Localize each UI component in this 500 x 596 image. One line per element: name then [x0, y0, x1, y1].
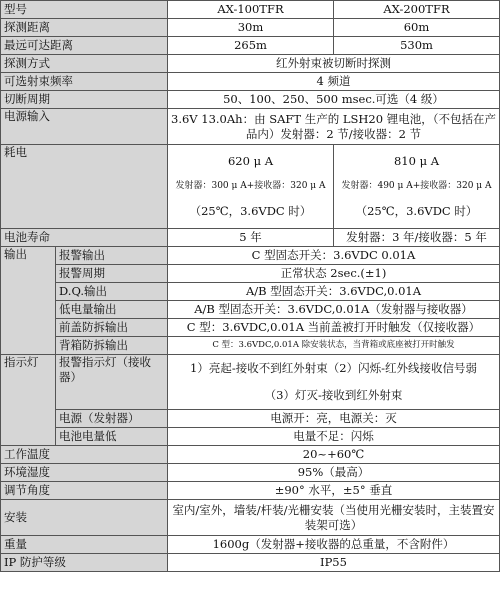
table-row	[1, 536, 500, 554]
row-label: 探测方式	[1, 55, 168, 73]
table-row	[1, 1, 500, 19]
sub-label: D.Q.输出	[56, 283, 168, 301]
row-label: 切断周期	[1, 91, 168, 109]
table-row	[1, 319, 500, 337]
sub-label: 报警周期	[56, 265, 168, 283]
consumption-b-detail: 发射器：490 μ A+接收器：320 μ A	[341, 181, 492, 191]
indicator-line: （3）灯灭-接收到红外射束	[264, 388, 403, 402]
table-row	[1, 500, 500, 536]
row-label: 最远可达距离	[1, 37, 168, 55]
row-label: 工作温度	[1, 446, 168, 464]
cell-value: 1600g（发射器+接收器的总重量，不含附件）	[168, 536, 500, 554]
cell-value: 60m	[334, 19, 500, 37]
cell-value: 电量不足：闪烁	[168, 428, 500, 446]
cell-value: 发射器：3 年/接收器：5 年	[334, 229, 500, 247]
cell-value: 4 频道	[168, 73, 500, 91]
table-row	[1, 428, 500, 446]
cell-value: 265m	[168, 37, 334, 55]
cell-value: 95%（最高）	[168, 464, 500, 482]
cell-value: 室内/室外，墙装/杆装/光栅安装（当使用光栅安装时，主装置安装架可选）	[168, 500, 500, 536]
row-label: 重量	[1, 536, 168, 554]
table-row	[1, 109, 500, 145]
row-label: 电源输入	[1, 109, 168, 145]
model-label: 型号	[1, 1, 168, 19]
table-row	[1, 91, 500, 109]
indicator-line: 1）亮起-接收不到红外射束（2）闪烁-红外线接收信号弱	[190, 361, 477, 375]
consumption-a-main: 620 μ A	[227, 154, 274, 168]
consumption-a-cond: （25℃，3.6VDC 时）	[189, 204, 312, 218]
cell-value: ±90° 水平，±5° 垂直	[168, 482, 500, 500]
row-label: 环境湿度	[1, 464, 168, 482]
table-row	[1, 283, 500, 301]
cell-value: 电源开：亮，电源关：灭	[168, 410, 500, 428]
row-label: 耗电	[1, 145, 168, 229]
cell-value: A/B 型固态开关：3.6VDC,0.01A	[168, 283, 500, 301]
table-row	[1, 446, 500, 464]
cell-value: 正常状态 2sec.(±1)	[168, 265, 500, 283]
sub-label: 电源（发射器）	[56, 410, 168, 428]
table-row	[1, 145, 500, 229]
table-row	[1, 301, 500, 319]
cell-value: C 型：3.6VDC,0.01A 除安装状态，当背箱或底座被打开时触发	[168, 337, 500, 355]
sub-label: 低电量输出	[56, 301, 168, 319]
model-b: AX-200TFR	[334, 1, 500, 19]
sub-label: 报警指示灯（接收器）	[56, 355, 168, 410]
cell-value: 50、100、250、500 msec.可选（4 级）	[168, 91, 500, 109]
table-row	[1, 247, 500, 265]
row-label: 调节角度	[1, 482, 168, 500]
cell-value: 530m	[334, 37, 500, 55]
table-row	[1, 355, 500, 410]
consumption-a-detail: 发射器：300 μ A+接收器：320 μ A	[175, 181, 326, 191]
table-row	[1, 229, 500, 247]
cell-value: C 型固态开关：3.6VDC 0.01A	[168, 247, 500, 265]
table-row	[1, 337, 500, 355]
table-row	[1, 55, 500, 73]
cell-value: 30m	[168, 19, 334, 37]
cell-value: IP55	[168, 554, 500, 572]
cell-value: 红外射束被切断时探测	[168, 55, 500, 73]
row-label: 探测距离	[1, 19, 168, 37]
indicator-group-label: 指示灯	[1, 355, 56, 446]
table-row	[1, 37, 500, 55]
consumption-b	[334, 145, 500, 229]
row-label: 电池寿命	[1, 229, 168, 247]
table-row	[1, 554, 500, 572]
cell-value: 5 年	[168, 229, 334, 247]
table-row	[1, 410, 500, 428]
table-row	[1, 464, 500, 482]
table-row	[1, 482, 500, 500]
consumption-a	[168, 145, 334, 229]
indicator-alarm-value	[168, 355, 500, 410]
consumption-b-cond: （25℃，3.6VDC 时）	[355, 204, 478, 218]
row-label: IP 防护等级	[1, 554, 168, 572]
sub-label: 电池电量低	[56, 428, 168, 446]
cell-value: A/B 型固态开关：3.6VDC,0.01A（发射器与接收器）	[168, 301, 500, 319]
sub-label: 报警输出	[56, 247, 168, 265]
consumption-b-main: 810 μ A	[393, 154, 440, 168]
row-label: 安装	[1, 500, 168, 536]
table-row	[1, 265, 500, 283]
model-a: AX-100TFR	[168, 1, 334, 19]
row-label: 可选射束频率	[1, 73, 168, 91]
sub-label: 前盖防拆输出	[56, 319, 168, 337]
output-group-label: 输出	[1, 247, 56, 355]
table-row	[1, 73, 500, 91]
cell-value: 3.6V 13.0Ah：由 SAFT 生产的 LSH20 锂电池，（不包括在产品内）发射器：2 节/接收器：2 节	[168, 109, 500, 145]
cell-value: C 型：3.6VDC,0.01A 当前盖被打开时触发（仅接收器）	[168, 319, 500, 337]
table-row	[1, 19, 500, 37]
cell-value: 20~+60℃	[168, 446, 500, 464]
sub-label: 背箱防拆输出	[56, 337, 168, 355]
